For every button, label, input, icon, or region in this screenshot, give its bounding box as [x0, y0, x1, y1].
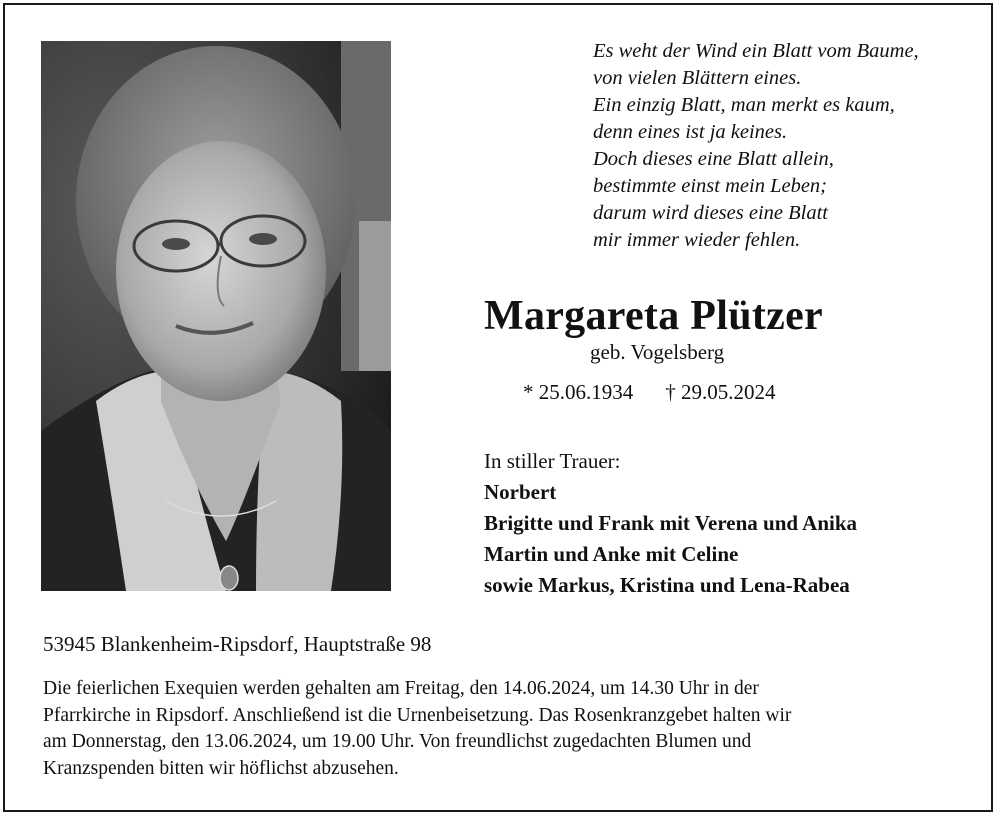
family-address: 53945 Blankenheim-Ripsdorf, Hauptstraße 98 — [43, 632, 432, 656]
poem-line: von vielen Blättern eines. — [593, 67, 802, 89]
deceased-name: Margareta Plützer — [484, 293, 823, 339]
poem-line: Ein einzig Blatt, man merkt es kaum, — [593, 94, 895, 116]
mourners-block — [484, 446, 857, 601]
notice-line: Kranzspenden bitten wir höflichst abzusehen. — [43, 757, 399, 779]
life-dates — [523, 380, 776, 405]
mourners-heading: In stiller Trauer: — [484, 449, 621, 473]
mourner-line: Martin und Anke mit Celine — [484, 542, 739, 566]
maiden-name: geb. Vogelsberg — [590, 340, 725, 364]
poem-line: denn eines ist ja keines. — [593, 121, 788, 143]
mourner-line: Brigitte und Frank mit Verena und Anika — [484, 511, 858, 535]
poem-line: Doch dieses eine Blatt allein, — [593, 148, 834, 170]
notice-line: Pfarrkirche in Ripsdorf. Anschließend ist die Urnenbeisetzung. Das Rosenkranzgebet halten wir — [43, 704, 792, 726]
memorial-poem — [593, 38, 919, 254]
birth-date: * 25.06.1934 — [523, 380, 634, 404]
funeral-notice — [43, 676, 943, 782]
notice-line: am Donnerstag, den 13.06.2024, um 19.00 Uhr. Von freundlichst zugedachten Blumen und — [43, 731, 752, 752]
poem-line: darum wird dieses eine Blatt — [593, 202, 828, 224]
mourner-line: Norbert — [484, 480, 557, 504]
poem-line: bestimmte einst mein Leben; — [593, 175, 827, 197]
death-date: † 29.05.2024 — [665, 380, 776, 404]
poem-line: mir immer wieder fehlen. — [593, 229, 801, 251]
portrait-photo — [41, 41, 391, 591]
poem-line: Es weht der Wind ein Blatt vom Baume, — [593, 40, 919, 62]
notice-line: Die feierlichen Exequien werden gehalten am Freitag, den 14.06.2024, um 14.30 Uhr in der — [43, 678, 759, 699]
mourner-line: sowie Markus, Kristina und Lena-Rabea — [484, 573, 850, 597]
